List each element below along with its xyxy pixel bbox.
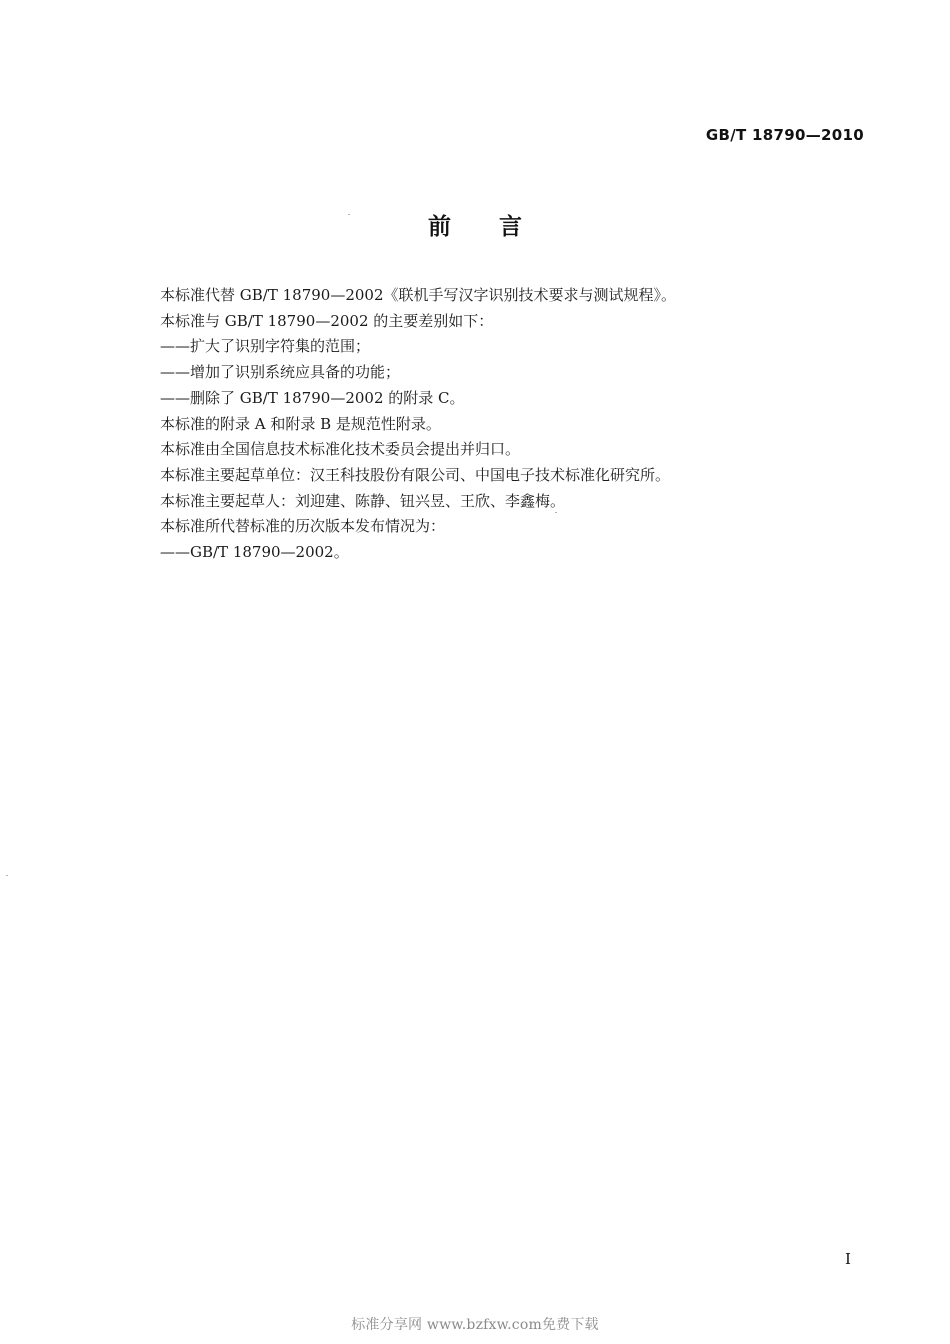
foreword-body (160, 283, 860, 566)
paragraph-annexes: 本标准的附录 A 和附录 B 是规范性附录。 (160, 414, 441, 433)
standard-number-header: GB/T 18790—2010 (705, 126, 864, 144)
list-item-difference: ——增加了识别系统应具备的功能； (160, 363, 401, 382)
paragraph-proposed-by: 本标准由全国信息技术标准化技术委员会提出并归口。 (160, 440, 521, 459)
paragraph-drafting-units: 本标准主要起草单位：汉王科技股份有限公司、中国电子技术标准化研究所。 (160, 465, 671, 484)
paragraph-main-differences: 本标准与 GB/T 18790—2002 的主要差别如下： (160, 311, 494, 330)
scan-speck (348, 214, 350, 215)
list-item-difference: ——删除了 GB/T 18790—2002 的附录 C。 (160, 388, 465, 407)
foreword-title: 前言 (428, 214, 570, 240)
scan-speck (555, 512, 557, 513)
paragraph-drafters: 本标准主要起草人：刘迎建、陈静、钮兴昱、王欣、李鑫梅。 (160, 491, 566, 510)
page-number: I (845, 1250, 851, 1268)
list-item-difference: ——扩大了识别字符集的范围； (160, 337, 371, 356)
watermark-text: 标准分享网 www.bzfxw.com免费下载 (351, 1317, 599, 1333)
scan-speck (6, 875, 8, 876)
paragraph-previous-editions: 本标准所代替标准的历次版本发布情况为： (160, 517, 446, 536)
paragraph-replaces-standard: 本标准代替 GB/T 18790—2002《联机手写汉字识别技术要求与测试规程》。 (160, 286, 676, 304)
list-item-previous-edition: ——GB/T 18790—2002。 (160, 543, 349, 562)
